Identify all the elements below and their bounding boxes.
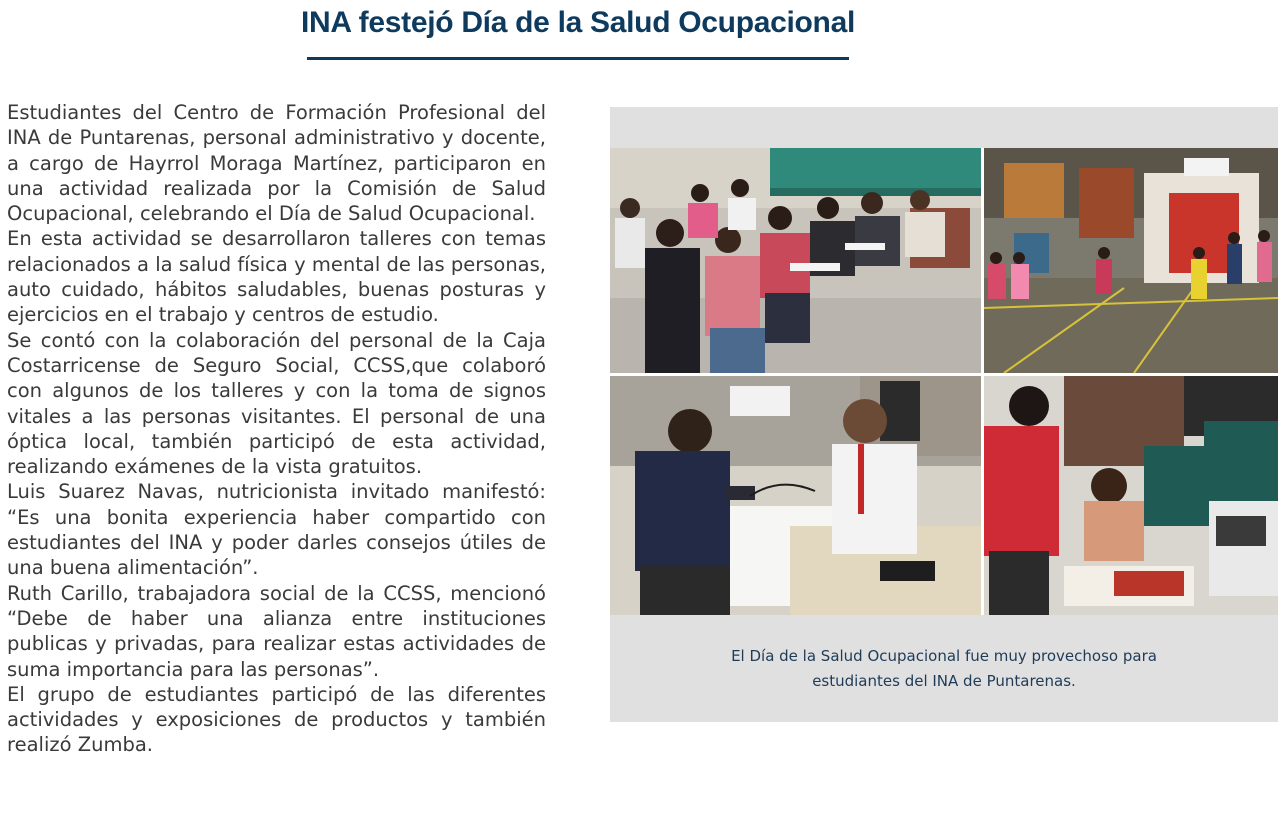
caption-line: El Día de la Salud Ocupacional fue muy provechoso para xyxy=(731,647,1157,665)
vital-signs-photo-image xyxy=(610,376,981,615)
classroom-photo-image xyxy=(610,148,981,373)
photo-zumba-activity[interactable] xyxy=(984,148,1278,373)
article-paragraph: El grupo de estudiantes participó de las diferentes actividades y exposiciones de productos y también realizó Zumba. xyxy=(7,682,546,757)
article-title: INA festejó Día de la Salud Ocupacional xyxy=(301,6,855,39)
article-paragraph: Estudiantes del Centro de Formación Profesional del INA de Puntarenas, personal administrativo y docente, a cargo de Hayrrol Moraga Martínez, participaron en una actividad realizada por la Comisión de Salud Ocupacional, celebrando el Día de Salud Ocupacional. xyxy=(7,101,546,226)
health-test-photo-image xyxy=(984,376,1278,615)
article-body xyxy=(7,100,546,758)
photo-figure xyxy=(610,107,1278,722)
photo-vital-signs[interactable] xyxy=(610,376,981,615)
title-underline xyxy=(307,57,849,60)
article-paragraph: Se contó con la colaboración del personal de la Caja Costarricense de Seguro Social, CCSS,que colaboró con algunos de los talleres y con la toma de signos vitales a las personas visitantes. El personal de una óptica local, también participó de esta actividad, realizando exámenes de la vista gratuitos. xyxy=(7,328,546,479)
figure-caption xyxy=(610,644,1278,694)
photo-health-test[interactable] xyxy=(984,376,1278,615)
photo-classroom-workshop[interactable] xyxy=(610,148,981,373)
article-paragraph: Ruth Carillo, trabajadora social de la CCSS, mencionó “Debe de haber una alianza entre instituciones publicas y privadas, para realizar estas actividades de suma importancia para las personas”. xyxy=(7,581,546,681)
zumba-photo-image xyxy=(984,148,1278,373)
article-paragraph: Luis Suarez Navas, nutricionista invitado manifestó: “Es una bonita experiencia haber compartido con estudiantes del INA y poder darles consejos útiles de una buena alimentación”. xyxy=(7,480,546,580)
article-paragraph: En esta actividad se desarrollaron talleres con temas relacionados a la salud física y mental de las personas, auto cuidado, hábitos saludables, buenas posturas y ejercicios en el trabajo y centros de estudio. xyxy=(7,227,546,327)
caption-line: estudiantes del INA de Puntarenas. xyxy=(812,672,1076,690)
photo-collage xyxy=(610,148,1278,615)
